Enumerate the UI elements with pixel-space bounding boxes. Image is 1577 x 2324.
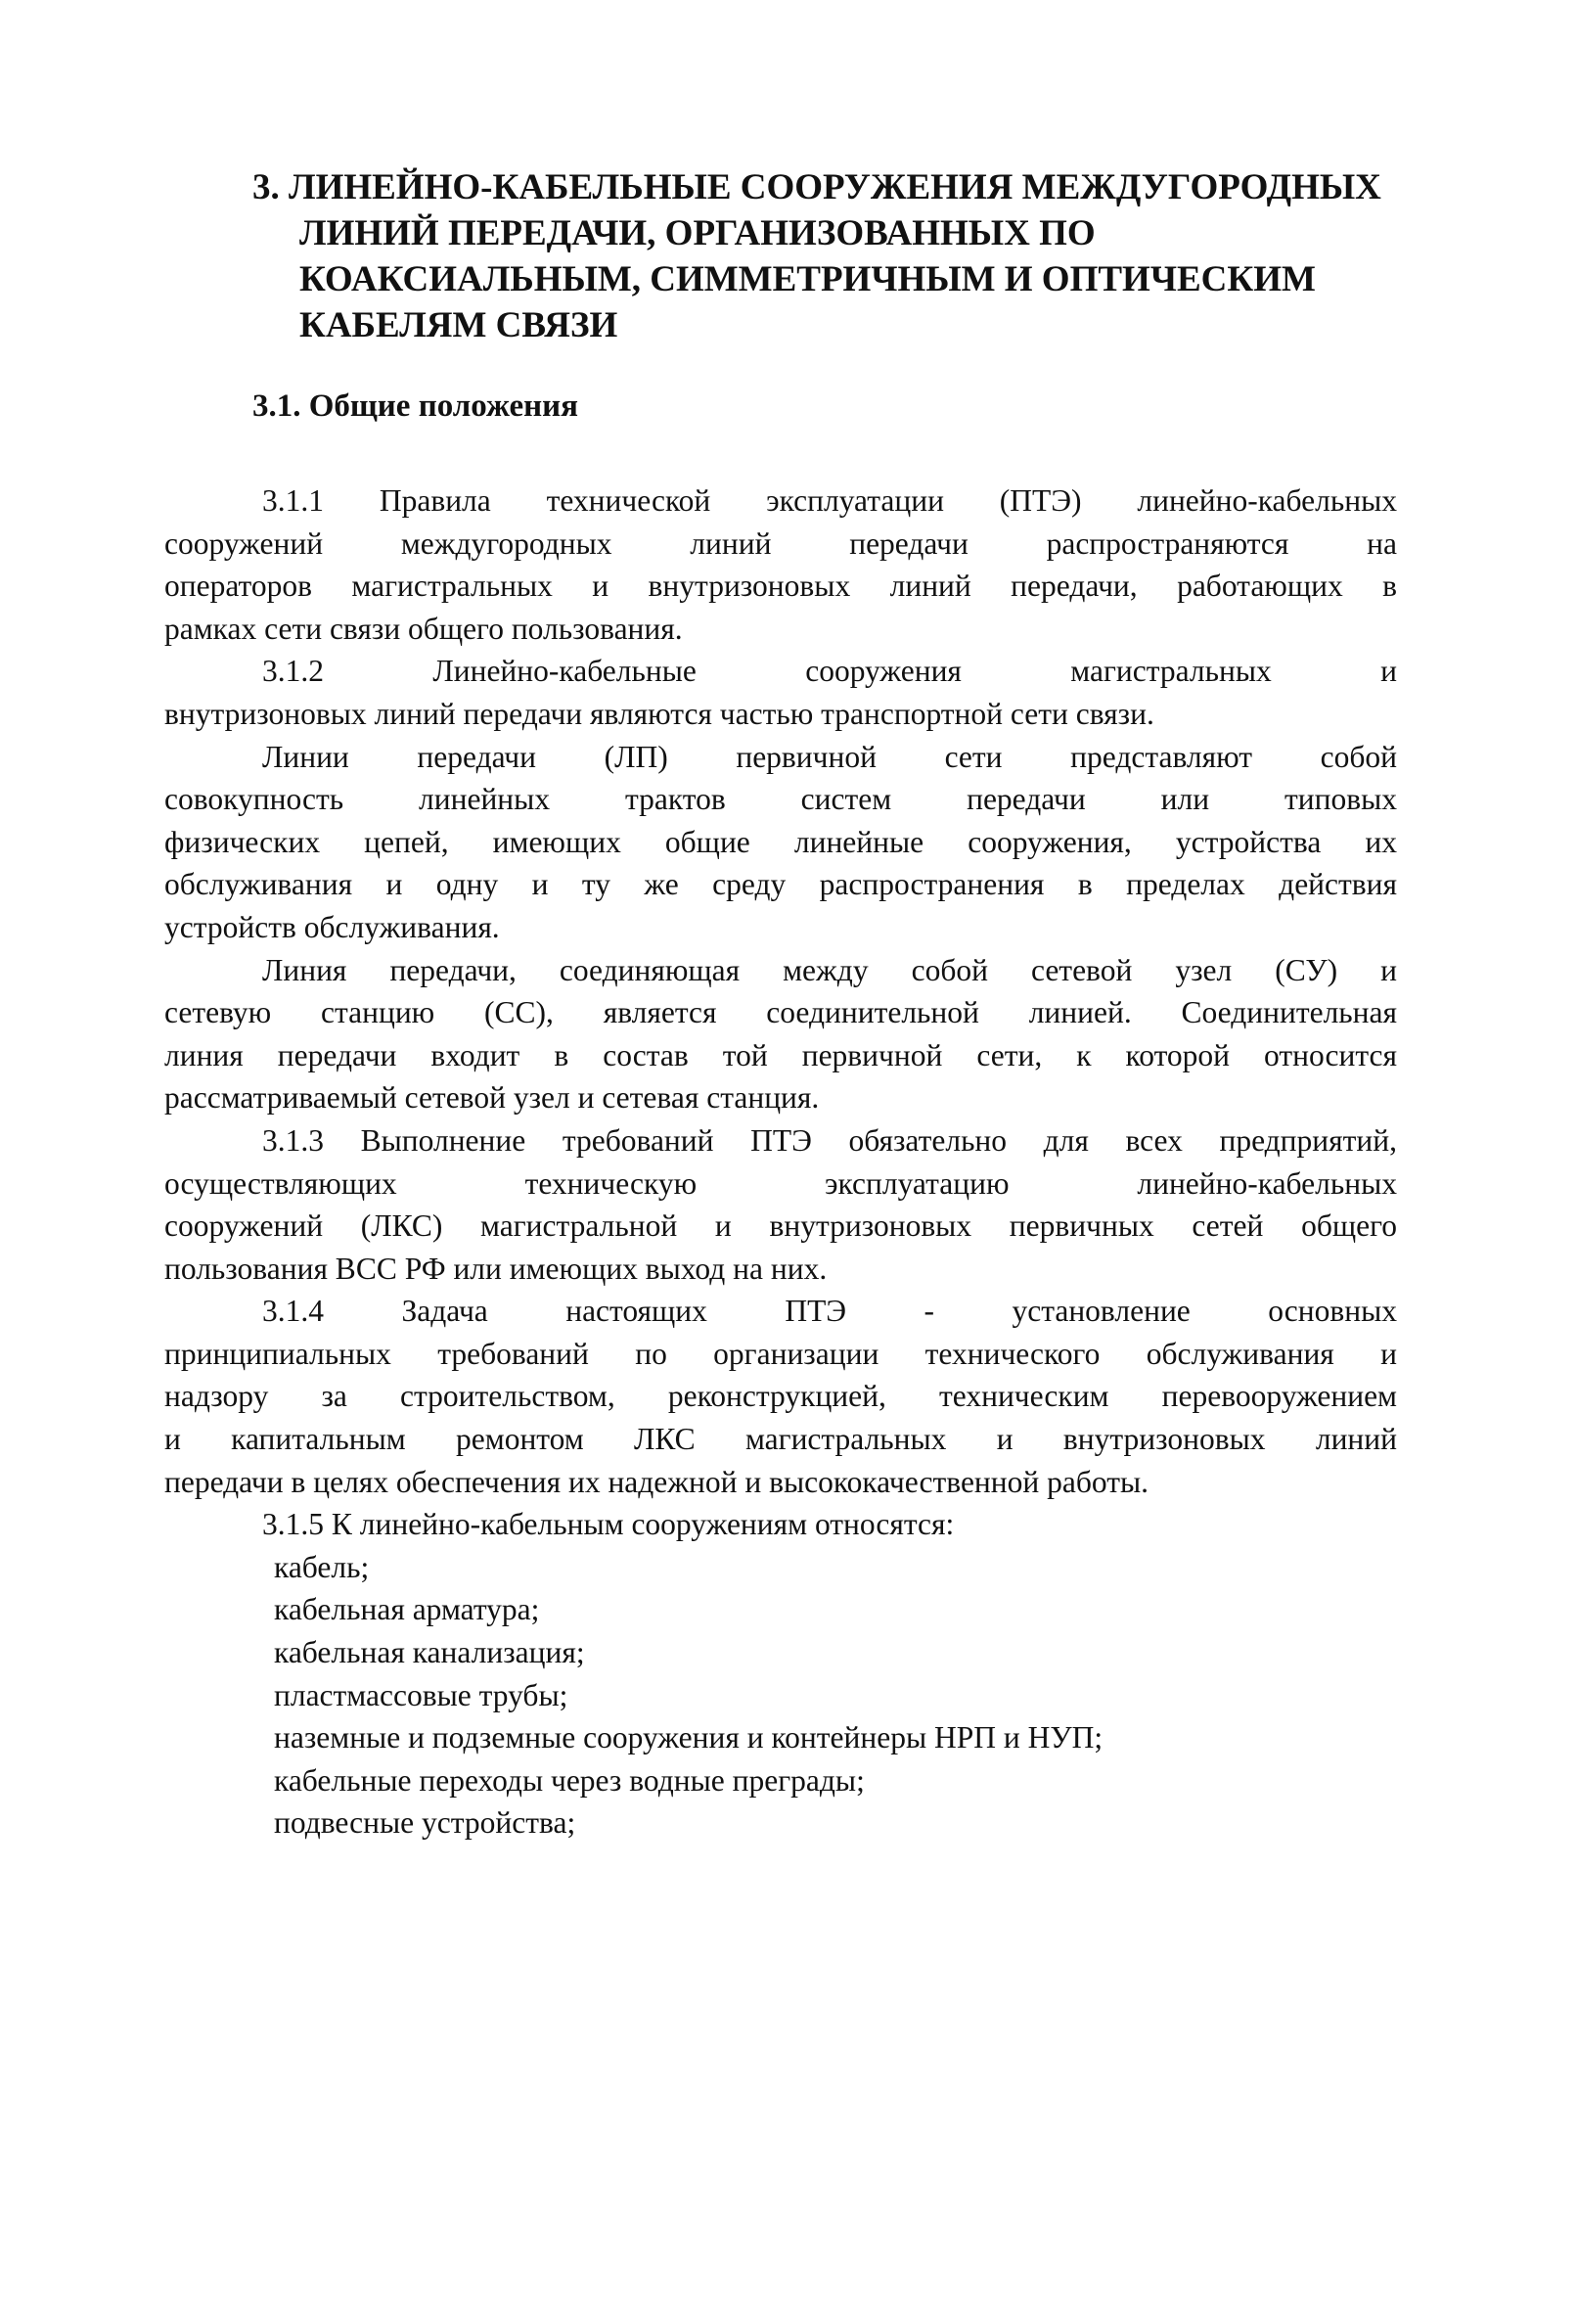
- paragraph-line: Линия передачи, соединяющая между собой сетевой узел (СУ) и: [262, 952, 1397, 987]
- list-item: пластмассовые трубы;: [274, 1677, 568, 1712]
- paragraph-line: передачи в целях обеспечения их надежной и высококачественной работы.: [164, 1464, 1149, 1499]
- paragraph-line: надзору за строительством, реконструкцией, техническим перевооружением: [164, 1379, 1397, 1414]
- list-item: подвесные устройства;: [274, 1805, 576, 1841]
- paragraph-line: рамках сети связи общего пользования.: [164, 611, 683, 646]
- paragraph-line: сетевую станцию (СС), является соединительной линией. Соединительная: [164, 995, 1397, 1030]
- chapter-title-line: КАБЕЛЯМ СВЯЗИ: [299, 305, 618, 345]
- paragraph-line: 3.1.2 Линейно-кабельные сооружения магистральных и: [262, 654, 1397, 689]
- chapter-title-line: КОАКСИАЛЬНЫМ, СИММЕТРИЧНЫМ И ОПТИЧЕСКИМ: [299, 259, 1316, 299]
- paragraph-line: совокупность линейных трактов систем передачи или типовых: [164, 782, 1397, 817]
- paragraph-line: линия передачи входит в состав той первичной сети, к которой относится: [164, 1037, 1397, 1072]
- body-text: [164, 479, 1397, 1845]
- paragraph-line: осуществляющих техническую эксплуатацию линейно-кабельных: [164, 1165, 1397, 1201]
- section-heading: 3.1. Общие положения: [252, 388, 578, 424]
- paragraph-line: Линии передачи (ЛП) первичной сети представляют собой: [262, 739, 1397, 774]
- paragraph-line: пользования ВСС РФ или имеющих выход на них.: [164, 1251, 828, 1286]
- paragraph-line: физических цепей, имеющих общие линейные сооружения, устройства их: [164, 824, 1397, 859]
- chapter-title-line: ЛИНИЙ ПЕРЕДАЧИ, ОРГАНИЗОВАННЫХ ПО: [299, 213, 1096, 253]
- paragraph-line: операторов магистральных и внутризоновых линий передачи, работающих в: [164, 569, 1397, 604]
- list-item: кабельная канализация;: [274, 1635, 585, 1670]
- paragraph-line: рассматриваемый сетевой узел и сетевая станция.: [164, 1080, 820, 1116]
- chapter-title: [252, 164, 1397, 348]
- chapter-title-line: 3. ЛИНЕЙНО-КАБЕЛЬНЫЕ СООРУЖЕНИЯ МЕЖДУГОРОДНЫХ: [252, 167, 1381, 207]
- paragraph-line: 3.1.4 Задача настоящих ПТЭ - установление основных: [262, 1294, 1397, 1329]
- list-item: кабель;: [274, 1549, 370, 1584]
- list-item: наземные и подземные сооружения и контейнеры НРП и НУП;: [274, 1720, 1104, 1755]
- paragraph-line: сооружений (ЛКС) магистральной и внутризоновых первичных сетей общего: [164, 1208, 1397, 1244]
- paragraph-line: обслуживания и одну и ту же среду распространения в пределах действия: [164, 867, 1397, 902]
- list-item: кабельная арматура;: [274, 1592, 540, 1627]
- paragraph-line: 3.1.1 Правила технической эксплуатации (ПТЭ) линейно-кабельных: [262, 483, 1397, 518]
- paragraph-line: сооружений междугородных линий передачи распространяются на: [164, 525, 1397, 561]
- paragraph-line: принципиальных требований по организации технического обслуживания и: [164, 1336, 1397, 1371]
- paragraph-line: 3.1.5 К линейно-кабельным сооружениям относятся:: [262, 1507, 955, 1542]
- paragraph-line: и капитальным ремонтом ЛКС магистральных и внутризоновых линий: [164, 1422, 1397, 1457]
- list-item: кабельные переходы через водные преграды;: [274, 1762, 865, 1798]
- paragraph-line: устройств обслуживания.: [164, 909, 500, 944]
- paragraph-line: 3.1.3 Выполнение требований ПТЭ обязательно для всех предприятий,: [262, 1122, 1397, 1158]
- paragraph-line: внутризоновых линий передачи являются частью транспортной сети связи.: [164, 696, 1154, 731]
